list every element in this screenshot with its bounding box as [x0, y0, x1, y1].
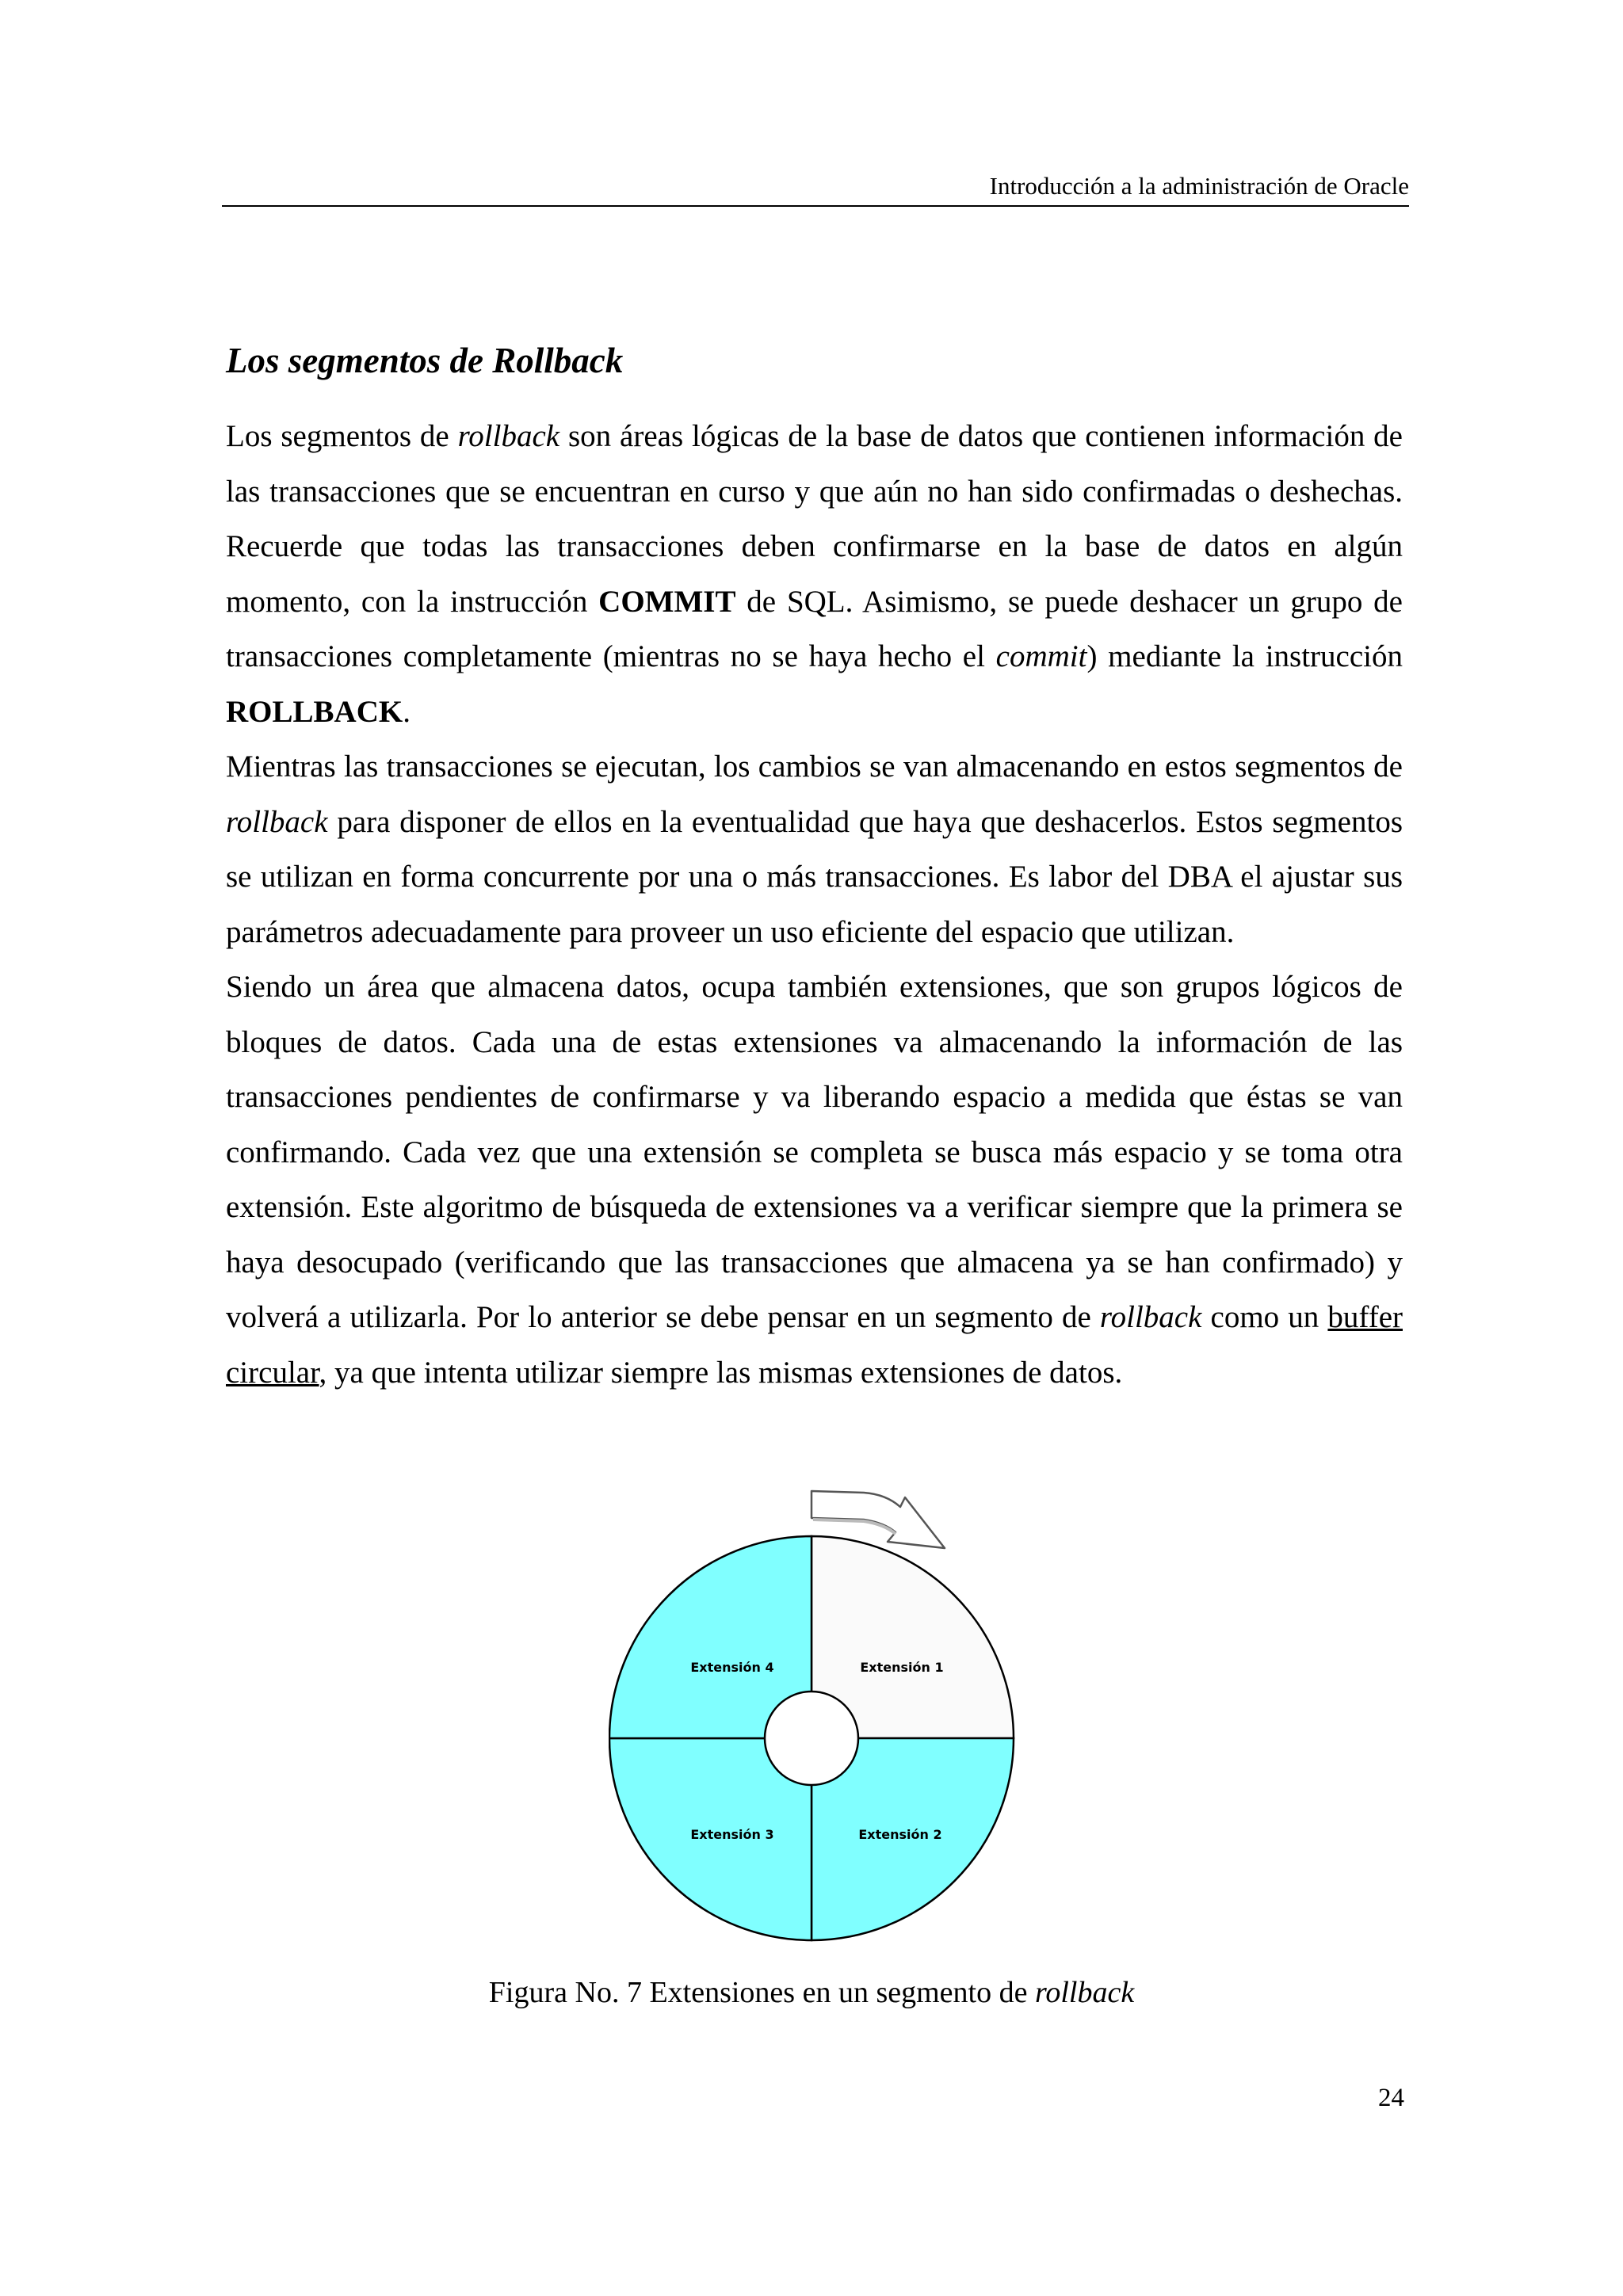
text-run: de SQL. Asimismo, se puede deshacer un grupo de transacciones completamente (mientras no se haya hecho el	[226, 584, 1403, 673]
text-run: son áreas lógicas de la base de datos que contienen información de las transacciones que se encuentran en curso y que aún no han sido confirmadas o deshechas. Recuerde que todas las transacciones deben confirmarse en la base de datos en algún momento, con la instrucción	[226, 419, 1403, 619]
caption-text: Figura No. 7 Extensiones en un segmento de	[488, 1976, 1035, 2009]
header-title: Introducción a la administración de Oracle	[989, 172, 1409, 200]
emphasis-commit: commit	[995, 639, 1087, 673]
text-run: como un	[1201, 1300, 1328, 1334]
figure-rollback-extensions	[609, 1480, 1018, 1962]
paragraph-2	[226, 739, 1403, 959]
keyword-rollback: ROLLBACK	[226, 694, 403, 729]
emphasis-rollback: rollback	[226, 804, 328, 839]
text-run: Mientras las transacciones se ejecutan, los cambios se van almacenando en estos segmentos de	[226, 749, 1403, 784]
extension-1-label: Extensión 1	[860, 1660, 944, 1675]
paragraph-3	[226, 959, 1403, 1400]
emphasis-rollback: rollback	[457, 419, 560, 453]
circular-buffer-diagram	[609, 1480, 1018, 1962]
center-hub	[765, 1691, 858, 1785]
extension-4-label: Extensión 4	[690, 1660, 774, 1675]
text-run: .	[403, 694, 411, 729]
caption-emphasis: rollback	[1034, 1976, 1135, 2009]
text-run: , ya que intenta utilizar siempre las mismas extensiones de datos.	[319, 1355, 1123, 1390]
text-run: Siendo un área que almacena datos, ocupa también extensiones, que son grupos lógicos de bloques de datos. Cada una de estas extensiones va almacenando la información de las transacciones pendientes de confirmarse y va liberando espacio a medida que éstas se van confirmando. Cada vez que una extensión se completa se busca más espacio y se toma otra extensión. Este algoritmo de búsqueda de extensiones va a verificar siempre que la primera se haya desocupado (verificando que las transacciones que almacena ya se han confirmado) y volverá a utilizarla. Por lo anterior se debe pensar en un segmento de	[226, 970, 1403, 1334]
figure-caption	[0, 1973, 1623, 2012]
body-text	[226, 409, 1403, 1400]
keyword-commit: COMMIT	[598, 584, 736, 619]
paragraph-1	[226, 409, 1403, 739]
extension-2-label: Extensión 2	[858, 1827, 942, 1842]
section-title: Los segmentos de Rollback	[226, 341, 624, 380]
text-run: Los segmentos de	[226, 419, 458, 453]
emphasis-rollback: rollback	[1099, 1300, 1202, 1334]
page-number: 24	[1378, 2084, 1404, 2112]
text-run: ) mediante la instrucción	[1086, 639, 1403, 673]
text-run: para disponer de ellos en la eventualidad que haya que deshacerlos. Estos segmentos se utilizan en forma concurrente por una o más transacciones. Es labor del DBA el ajustar sus parámetros adecuadamente para proveer un uso eficiente del espacio que utilizan.	[226, 804, 1403, 949]
underlined-buffer-circular: buffer circular	[226, 1300, 1403, 1390]
page-header	[222, 170, 1409, 207]
extension-3-label: Extensión 3	[690, 1827, 774, 1842]
